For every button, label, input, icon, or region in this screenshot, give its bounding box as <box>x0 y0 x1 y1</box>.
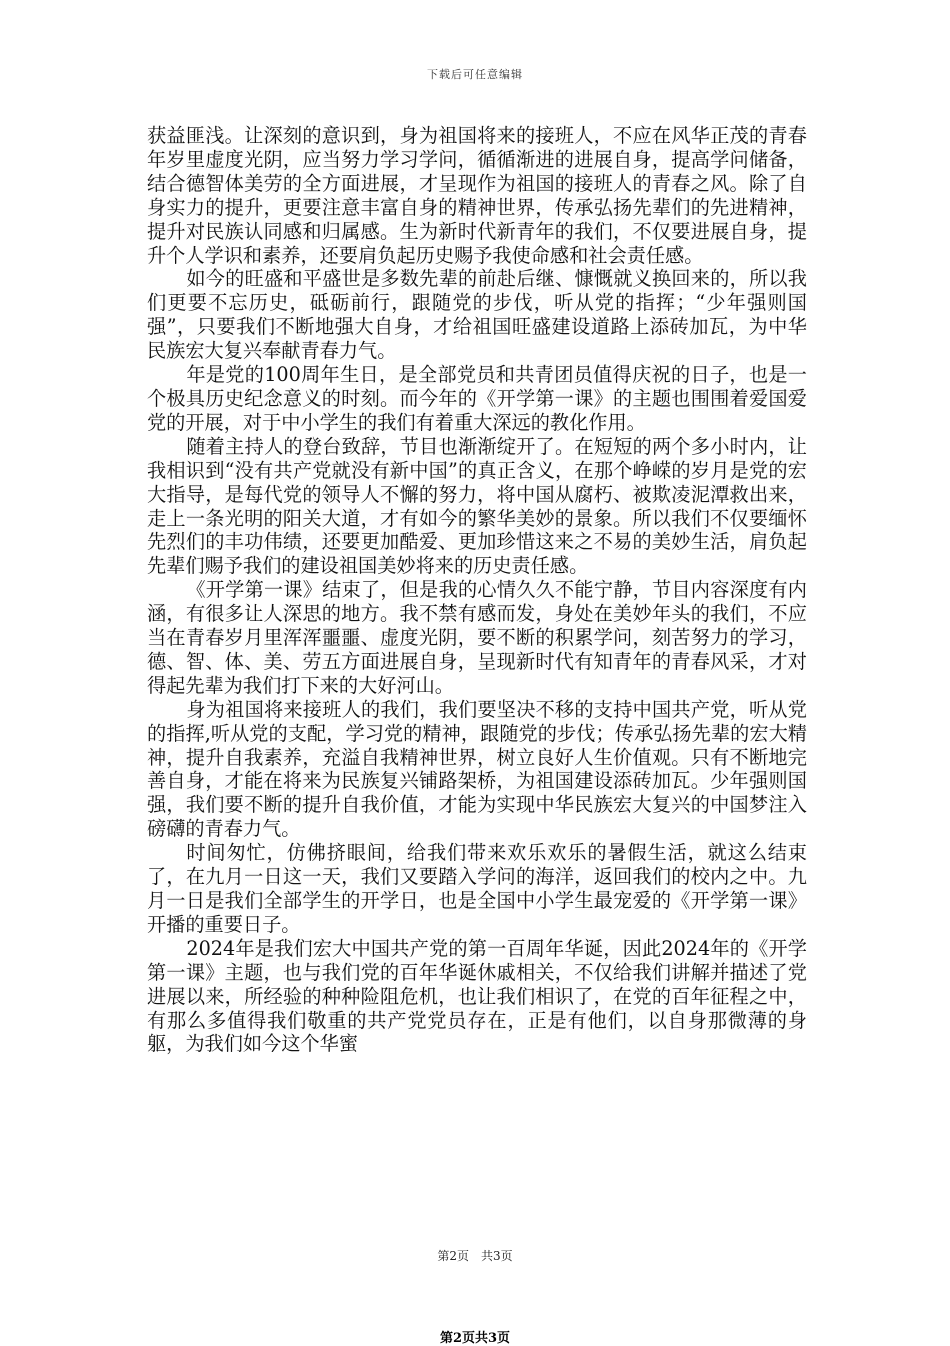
page-number-bar: 第2页共3页 <box>439 1331 511 1346</box>
paragraph-3: 年是党的100周年生日，是全部党员和共青团员值得庆祝的日子，也是一个极具历史纪念意义的时刻。而今年的《开学第一课》的主题也围围着爱国爱党的开展，对于中小学生的我们有着重大深远的教化作用。 <box>147 363 807 434</box>
paragraph-5: 《开学第一课》结束了，但是我的心情久久不能宁静，节目内容深度有内涵，有很多让人深思的地方。我不禁有感而发，身处在美妙年头的我们，不应当在青春岁月里浑浑噩噩、虚度光阴，要不断的积累学问，刻苦努力的学习，德、智、体、美、劳五方面进展自身，呈现新时代有知青年的青春风采，才对得起先辈为我们打下来的大好河山。 <box>147 578 807 697</box>
page-number-footer: 第2页 共3页 <box>437 1249 513 1263</box>
paragraph-7: 时间匆忙，仿佛挤眼间，给我们带来欢乐欢乐的暑假生活，就这么结束了，在九月一日这一天，我们又要踏入学问的海洋，返回我们的校内之中。九月一日是我们全部学生的开学日，也是全国中小学生最宠爱的《开学第一课》开播的重要日子。 <box>147 841 807 936</box>
paragraph-8: 2024年是我们宏大中国共产党的第一百周年华诞，因此2024年的《开学第一课》主题，也与我们党的百年华诞休戚相关，不仅给我们讲解并描述了党进展以来，所经验的种种险阻危机，也让我们相识了，在党的百年征程之中，有那么多值得我们敬重的共产党党员存在，正是有他们，以自身那微薄的身躯，为我们如今这个华蜜 <box>147 936 807 1056</box>
page-header: 下载后可任意编辑 <box>427 68 523 81</box>
paragraph-2: 如今的旺盛和平盛世是多数先辈的前赴后继、慷慨就义换回来的，所以我们更要不忘历史，砥砺前行，跟随党的步伐，听从党的指挥；“少年强则国强”，只要我们不断地强大自身，才给祖国旺盛建设道路上添砖加瓦，为中华民族宏大复兴奉献青春力气。 <box>147 267 807 363</box>
paragraph-1: 获益匪浅。让深刻的意识到，身为祖国将来的接班人，不应在风华正茂的青春年岁里虚度光阴，应当努力学习学问，循循渐进的进展自身，提高学问储备，结合德智体美劳的全方面进展，才呈现作为祖国的接班人的青春之风。除了自身实力的提升，更要注意丰富自身的精神世界，传承弘扬先辈们的先进精神，提升对民族认同感和归属感。生为新时代新青年的我们，不仅要进展自身，提升个人学识和素养，还要肩负起历史赐予我使命感和社会责任感。 <box>147 124 807 267</box>
paragraph-6: 身为祖国将来接班人的我们，我们要坚决不移的支持中国共产党，听从党的指挥,听从党的支配，学习党的精神，跟随党的步伐；传承弘扬先辈的宏大精神，提升自我素养，充溢自我精神世界，树立良好人生价值观。只有不断地完善自身，才能在将来为民族复兴铺路架桥，为祖国建设添砖加瓦。少年强则国强，我们要不断的提升自我价值，才能为实现中华民族宏大复兴的中国梦注入磅礴的青春力气。 <box>147 697 807 841</box>
document-body <box>147 124 807 1056</box>
paragraph-4: 随着主持人的登台致辞，节目也渐渐绽开了。在短短的两个多小时内，让我相识到“没有共产党就没有新中国”的真正含义，在那个峥嵘的岁月是党的宏大指导，是每代党的领导人不懈的努力，将中国从腐朽、被欺凌泥潭救出来，走上一条光明的阳关大道，才有如今的繁华美妙的景象。所以我们不仅要缅怀先烈们的丰功伟绩，还要更加酷爱、更加珍惜这来之不易的美妙生活，肩负起先辈们赐予我们的建设祖国美妙将来的历史责任感。 <box>147 434 807 578</box>
